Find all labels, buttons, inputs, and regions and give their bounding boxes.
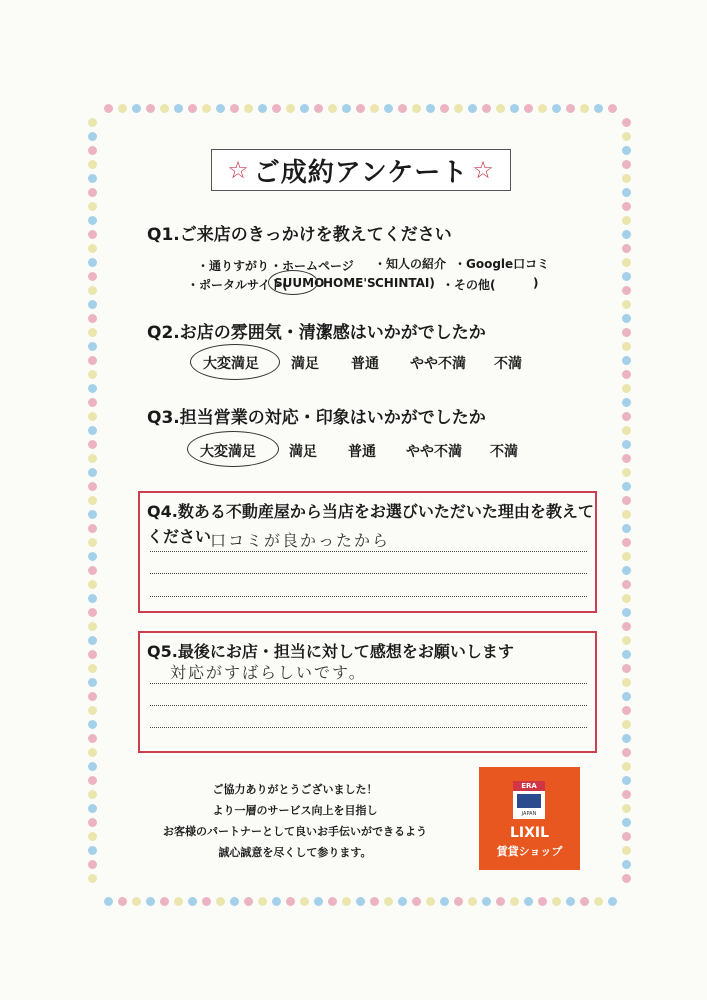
border-dot <box>88 188 97 197</box>
border-dot <box>622 622 631 631</box>
q4-answer-line <box>150 573 587 574</box>
q1-option-referral[interactable]: ・知人の紹介 <box>374 257 447 271</box>
border-dot <box>356 897 365 906</box>
border-dot <box>622 650 631 659</box>
q1-option-portal[interactable]: ・ポータルサイト( <box>187 278 288 292</box>
border-dot <box>552 104 561 113</box>
border-dot <box>88 636 97 645</box>
star-icon: ☆ <box>472 156 495 184</box>
border-dot <box>524 897 533 906</box>
border-dot <box>426 897 435 906</box>
border-dot <box>622 398 631 407</box>
border-dot <box>622 468 631 477</box>
border-dot <box>244 104 253 113</box>
border-dot <box>216 897 225 906</box>
border-dot <box>622 300 631 309</box>
border-dot <box>622 776 631 785</box>
border-dot <box>622 720 631 729</box>
star-icon: ☆ <box>227 156 250 184</box>
border-dot <box>88 678 97 687</box>
border-dot <box>88 230 97 239</box>
border-dot <box>356 104 365 113</box>
border-dot <box>622 734 631 743</box>
thanks-line: より一層のサービス向上を目指し <box>212 804 378 817</box>
border-dot <box>622 874 631 883</box>
border-dot <box>622 440 631 449</box>
border-dot <box>88 692 97 701</box>
border-dot <box>370 104 379 113</box>
border-dot <box>88 370 97 379</box>
border-dot <box>88 594 97 603</box>
border-dot <box>202 104 211 113</box>
border-dot <box>132 897 141 906</box>
q5-answer-line <box>150 705 587 706</box>
border-dot <box>88 762 97 771</box>
border-dot <box>622 608 631 617</box>
border-dot <box>622 482 631 491</box>
border-dot <box>314 104 323 113</box>
border-dot <box>88 566 97 575</box>
border-dot <box>622 132 631 141</box>
border-dot <box>622 692 631 701</box>
border-dot <box>88 580 97 589</box>
border-dot <box>510 897 519 906</box>
border-dot <box>160 897 169 906</box>
border-dot <box>622 552 631 561</box>
q2-question: Q2.お店の雰囲気・清潔感はいかがでしたか <box>147 323 486 343</box>
border-dot <box>118 104 127 113</box>
border-dot <box>244 897 253 906</box>
border-dot <box>328 104 337 113</box>
border-dot <box>454 104 463 113</box>
border-dot <box>412 897 421 906</box>
q4-question-line2: ください <box>147 527 212 546</box>
border-dot <box>622 216 631 225</box>
border-dot <box>398 104 407 113</box>
border-dot <box>88 468 97 477</box>
border-dot <box>440 897 449 906</box>
border-dot <box>510 104 519 113</box>
border-dot <box>88 622 97 631</box>
q4-answer-line <box>150 596 587 597</box>
border-dot <box>622 314 631 323</box>
border-dot <box>88 524 97 533</box>
lixil-shop-logo <box>479 767 580 870</box>
border-dot <box>552 897 561 906</box>
border-dot <box>258 897 267 906</box>
border-dot <box>88 482 97 491</box>
border-dot <box>622 748 631 757</box>
q1-option-walkby[interactable]: ・通りすがり <box>197 259 270 273</box>
border-dot <box>88 860 97 869</box>
border-dot <box>104 897 113 906</box>
border-dot <box>104 104 113 113</box>
border-dot <box>328 897 337 906</box>
q1-option-homepage[interactable]: ・ホームページ <box>270 259 354 273</box>
border-dot <box>88 846 97 855</box>
q3-option-very-satisfied[interactable]: 大変満足 <box>200 444 256 460</box>
border-dot <box>622 272 631 281</box>
border-dot <box>146 897 155 906</box>
border-dot <box>622 230 631 239</box>
border-dot <box>88 160 97 169</box>
q3-option-neutral[interactable]: 普通 <box>348 444 376 460</box>
border-dot <box>468 104 477 113</box>
border-dot <box>370 897 379 906</box>
border-dot <box>622 118 631 127</box>
border-dot <box>88 552 97 561</box>
q1-option-google-review[interactable]: ・Google口コミ <box>454 257 550 271</box>
border-dot <box>286 104 295 113</box>
border-dot <box>300 104 309 113</box>
border-dot <box>88 664 97 673</box>
border-dot <box>88 832 97 841</box>
q3-option-satisfied[interactable]: 満足 <box>289 444 317 460</box>
border-dot <box>314 897 323 906</box>
border-dot <box>88 244 97 253</box>
border-dot <box>608 104 617 113</box>
q3-option-dissatisfied[interactable]: 不満 <box>490 444 518 460</box>
border-dot <box>88 258 97 267</box>
border-dot <box>524 104 533 113</box>
border-dot <box>608 897 617 906</box>
border-dot <box>146 104 155 113</box>
q3-option-somewhat-dissatisfied[interactable]: やや不満 <box>406 444 462 460</box>
border-dot <box>622 412 631 421</box>
border-dot <box>88 146 97 155</box>
border-dot <box>88 538 97 547</box>
border-dot <box>216 104 225 113</box>
border-dot <box>622 454 631 463</box>
border-dot <box>88 384 97 393</box>
era-logo-sub: JAPAN <box>521 811 537 817</box>
border-dot <box>622 496 631 505</box>
border-dot <box>566 897 575 906</box>
border-dot <box>230 104 239 113</box>
q5-answer-line <box>150 683 587 684</box>
border-dot <box>622 594 631 603</box>
border-dot <box>88 328 97 337</box>
border-dot <box>118 897 127 906</box>
border-dot <box>88 804 97 813</box>
border-dot <box>622 160 631 169</box>
border-dot <box>580 104 589 113</box>
border-dot <box>384 104 393 113</box>
border-dot <box>622 244 631 253</box>
border-dot <box>88 748 97 757</box>
border-dot <box>622 426 631 435</box>
border-dot <box>202 897 211 906</box>
border-dot <box>622 790 631 799</box>
border-dot <box>88 426 97 435</box>
q1-option-other[interactable]: ・その他( <box>442 278 496 292</box>
q4-handwritten-answer[interactable]: 口コミが良かったから <box>210 531 391 550</box>
border-dot <box>566 104 575 113</box>
border-dot <box>342 897 351 906</box>
border-dot <box>286 897 295 906</box>
border-dot <box>538 104 547 113</box>
border-dot <box>88 356 97 365</box>
border-dot <box>88 272 97 281</box>
border-dot <box>622 524 631 533</box>
border-dot <box>272 104 281 113</box>
border-dot <box>88 790 97 799</box>
border-dot <box>188 897 197 906</box>
border-dot <box>88 202 97 211</box>
border-dot <box>622 762 631 771</box>
shop-name: 賃貸ショップ <box>496 845 563 858</box>
border-dot <box>622 818 631 827</box>
border-dot <box>88 734 97 743</box>
q1-option-homes[interactable]: HOME'S <box>323 276 376 290</box>
border-dot <box>622 258 631 267</box>
border-dot <box>174 897 183 906</box>
border-dot <box>622 860 631 869</box>
q4-answer-line <box>150 551 587 552</box>
era-logo-text: ERA <box>513 781 545 791</box>
q5-answer-line <box>150 727 587 728</box>
border-dot <box>622 188 631 197</box>
q1-suumo-selection-circle <box>268 270 318 295</box>
border-dot <box>398 897 407 906</box>
border-dot <box>88 174 97 183</box>
border-dot <box>88 818 97 827</box>
era-logo-house-icon <box>517 794 541 808</box>
border-dot <box>482 104 491 113</box>
border-dot <box>538 897 547 906</box>
border-dot <box>580 897 589 906</box>
border-dot <box>342 104 351 113</box>
border-dot <box>622 356 631 365</box>
q2-option-neutral[interactable]: 普通 <box>351 356 379 372</box>
border-dot <box>188 104 197 113</box>
q1-question: Q1.ご来店のきっかけを教えてください <box>147 225 452 245</box>
border-dot <box>174 104 183 113</box>
border-dot <box>88 216 97 225</box>
border-dot <box>622 384 631 393</box>
border-dot <box>88 510 97 519</box>
q2-selection-circle <box>190 344 280 380</box>
border-dot <box>88 300 97 309</box>
border-dot <box>384 897 393 906</box>
q2-option-somewhat-dissatisfied[interactable]: やや不満 <box>410 356 466 372</box>
border-dot <box>622 580 631 589</box>
border-dot <box>496 897 505 906</box>
q4-question-line1: Q4.数ある不動産屋から当店をお選びいただいた理由を教えて <box>147 502 594 521</box>
border-dot <box>132 104 141 113</box>
border-dot <box>622 846 631 855</box>
border-dot <box>594 104 603 113</box>
border-dot <box>88 132 97 141</box>
border-dot <box>88 496 97 505</box>
survey-title-text: ご成約アンケート <box>253 157 469 188</box>
survey-title <box>211 149 511 191</box>
border-dot <box>482 897 491 906</box>
border-dot <box>88 412 97 421</box>
border-dot <box>496 104 505 113</box>
border-dot <box>88 398 97 407</box>
border-dot <box>300 897 309 906</box>
q5-question: Q5.最後にお店・担当に対して感想をお願いします <box>147 642 514 661</box>
thanks-message <box>140 779 450 863</box>
q3-question: Q3.担当営業の対応・印象はいかがでしたか <box>147 408 486 428</box>
q3-selection-circle <box>187 431 279 467</box>
border-dot <box>622 804 631 813</box>
border-dot <box>88 650 97 659</box>
border-dot <box>88 314 97 323</box>
border-dot <box>622 678 631 687</box>
border-dot <box>88 286 97 295</box>
border-dot <box>88 706 97 715</box>
border-dot <box>426 104 435 113</box>
lixil-brand: LIXIL <box>509 825 550 841</box>
border-dot <box>88 776 97 785</box>
border-dot <box>622 328 631 337</box>
border-dot <box>622 174 631 183</box>
border-dot <box>88 720 97 729</box>
border-dot <box>594 897 603 906</box>
q2-option-dissatisfied[interactable]: 不満 <box>494 356 522 372</box>
border-dot <box>454 897 463 906</box>
border-dot <box>622 538 631 547</box>
q5-handwritten-answer[interactable]: 対応がすばらしいです。 <box>170 663 367 682</box>
border-dot <box>622 202 631 211</box>
border-dot <box>622 510 631 519</box>
thanks-line: お客様のパートナーとして良いお手伝いができるよう <box>163 825 427 838</box>
era-logo <box>513 781 545 819</box>
border-dot <box>88 440 97 449</box>
border-dot <box>88 454 97 463</box>
border-dot <box>622 706 631 715</box>
border-dot <box>468 897 477 906</box>
q1-option-chintai[interactable]: CHINTAI) <box>375 276 435 290</box>
border-dot <box>622 566 631 575</box>
thanks-line: ご協力ありがとうございました！ <box>212 783 378 796</box>
border-dot <box>88 342 97 351</box>
border-dot <box>440 104 449 113</box>
q2-option-satisfied[interactable]: 満足 <box>291 356 319 372</box>
border-dot <box>622 370 631 379</box>
border-dot <box>622 286 631 295</box>
border-dot <box>622 636 631 645</box>
border-dot <box>230 897 239 906</box>
border-dot <box>88 118 97 127</box>
border-dot <box>622 342 631 351</box>
q1-other-close: ) <box>533 276 539 290</box>
border-dot <box>622 146 631 155</box>
q1-option-suumo[interactable]: SUUMO <box>274 276 325 290</box>
border-dot <box>88 608 97 617</box>
border-dot <box>272 897 281 906</box>
border-dot <box>258 104 267 113</box>
border-dot <box>622 664 631 673</box>
border-dot <box>88 874 97 883</box>
q2-option-very-satisfied[interactable]: 大変満足 <box>203 356 259 372</box>
thanks-line: 誠心誠意を尽くして参ります。 <box>218 846 372 859</box>
border-dot <box>160 104 169 113</box>
border-dot <box>622 832 631 841</box>
border-dot <box>412 104 421 113</box>
